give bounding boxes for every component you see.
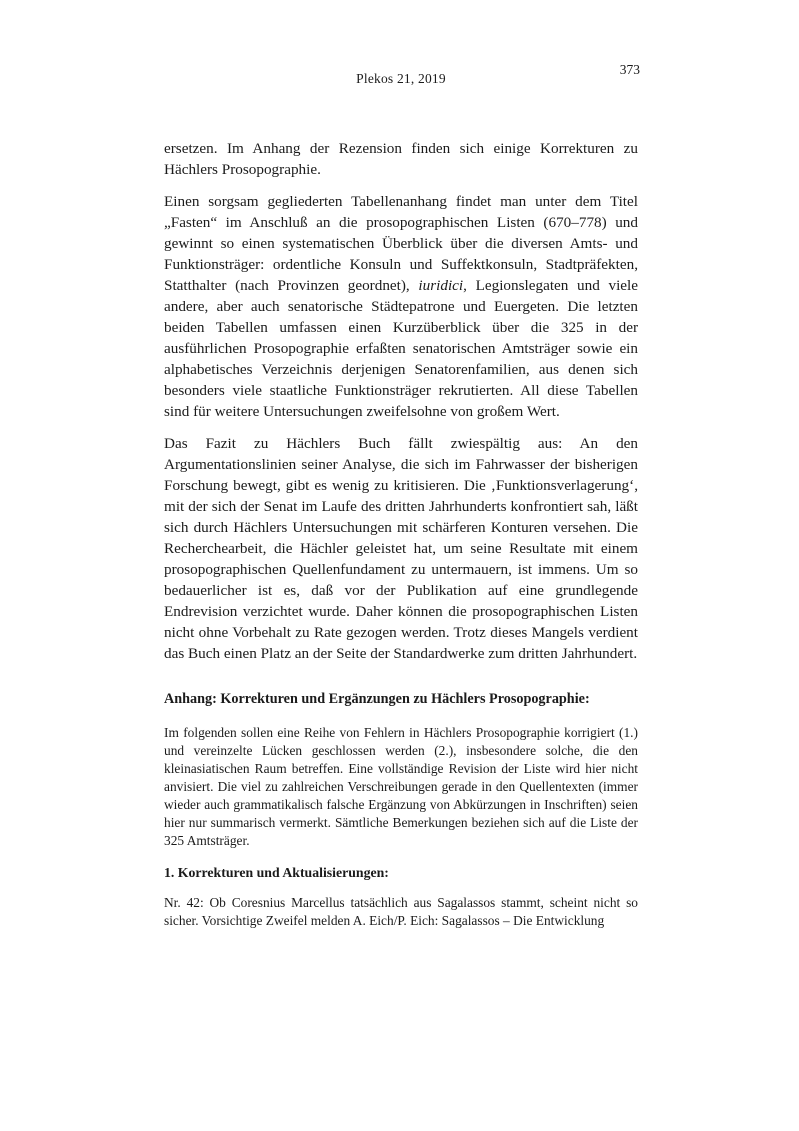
paragraph-text-after-italic: , Legionslegaten und viele andere, aber auch senatorische Städtepatrone und Euergeten. Die letzten beiden Tabellen umfassen einen Kurzüberblick über die 325 in der ausführlichen Prosopographie erfaßten senatorischen Amtsträger sowie ein alphabetisches Verzeichnis derjenigen Senatorenfamilien, aus denen sich besonders viele staatliche Funktionsträger rekrutierten. All diese Tabellen sind für weitere Untersuchungen zweifelsohne von großem Wert. xyxy=(164,277,639,420)
section-heading-corrections: 1. Korrekturen und Aktualisierungen: xyxy=(164,865,389,880)
latin-term-iuridici: iuridici xyxy=(418,277,464,294)
page-header xyxy=(164,62,638,90)
paragraph-tables-overview xyxy=(164,191,638,422)
paragraph-conclusion: Das Fazit zu Hächlers Buch fällt zwiespältig aus: An den Argumentationslinien seiner Analyse, die sich im Fahrwasser der bisherigen Forschung bewegt, gibt es wenig zu kritisieren. Die ‚Funktionsverlagerung‘, mit der sich der Senat im Laufe des dritten Jahrhunderts konfrontiert sah, läßt sich durch Hächlers Untersuchungen mit schärferen Konturen versehen. Die Recherchearbeit, die Hächler geleistet hat, um seine Resultate mit einem prosopographischen Quellenfundament zu untermauern, ist immens. Um so bedauerlicher ist es, daß vor der Publikation auf eine grundlegende Endrevision verzichtet wurde. Daher können die prosopographischen Listen nicht ohne Vorbehalt zu Rate gezogen werden. Trotz dieses Mangels verdient das Buch einen Platz an der Seite der Standardwerke zum dritten Jahrhundert. xyxy=(164,435,638,662)
appendix-heading: Anhang: Korrekturen und Ergänzungen zu Hächlers Prosopographie: xyxy=(164,691,590,707)
paragraph-continuation: ersetzen. Im Anhang der Rezension finden sich einige Korrekturen zu Hächlers Prosopographie. xyxy=(164,140,638,178)
page-number: 373 xyxy=(619,62,640,77)
page-body xyxy=(164,138,638,940)
paragraph-nr-42: Nr. 42: Ob Coresnius Marcellus tatsächlich aus Sagalassos stammt, scheint nicht so sicher. Vorsichtige Zweifel melden A. Eich/P. Eich: Sagalassos – Die Entwicklung xyxy=(164,895,638,928)
paragraph-appendix-intro: Im folgenden sollen eine Reihe von Fehlern in Hächlers Prosopographie korrigiert (1.) und vereinzelte Lücken geschlossen werden (2.), insbesondere solche, die den kleinasiatischen Raum betreffen. Eine vollständige Revision der Liste wird hier nicht anvisiert. Die viel zu zahlreichen Verschreibungen gerade in den Quellentexten (immer wieder auch grammatikalisch falsche Ergänzung von Abkürzungen in Inschriften) seien hier nur summarisch vermerkt. Sämtliche Bemerkungen beziehen sich auf die Liste der 325 Amtsträger. xyxy=(164,725,638,848)
journal-title: Plekos 21, 2019 xyxy=(356,71,446,86)
paragraph-text-before-italic: Einen sorgsam gegliederten Tabellenanhang findet man unter dem Titel „Fasten“ im Anschluß an die prosopographischen Listen (670–778) und gewinnt so einen systematischen Überblick über die diversen Amts- und Funktionsträger: ordentliche Konsuln und Suffektkonsuln, Stadtpräfekten, Statthalter (nach Provinzen geordnet), xyxy=(164,193,638,294)
